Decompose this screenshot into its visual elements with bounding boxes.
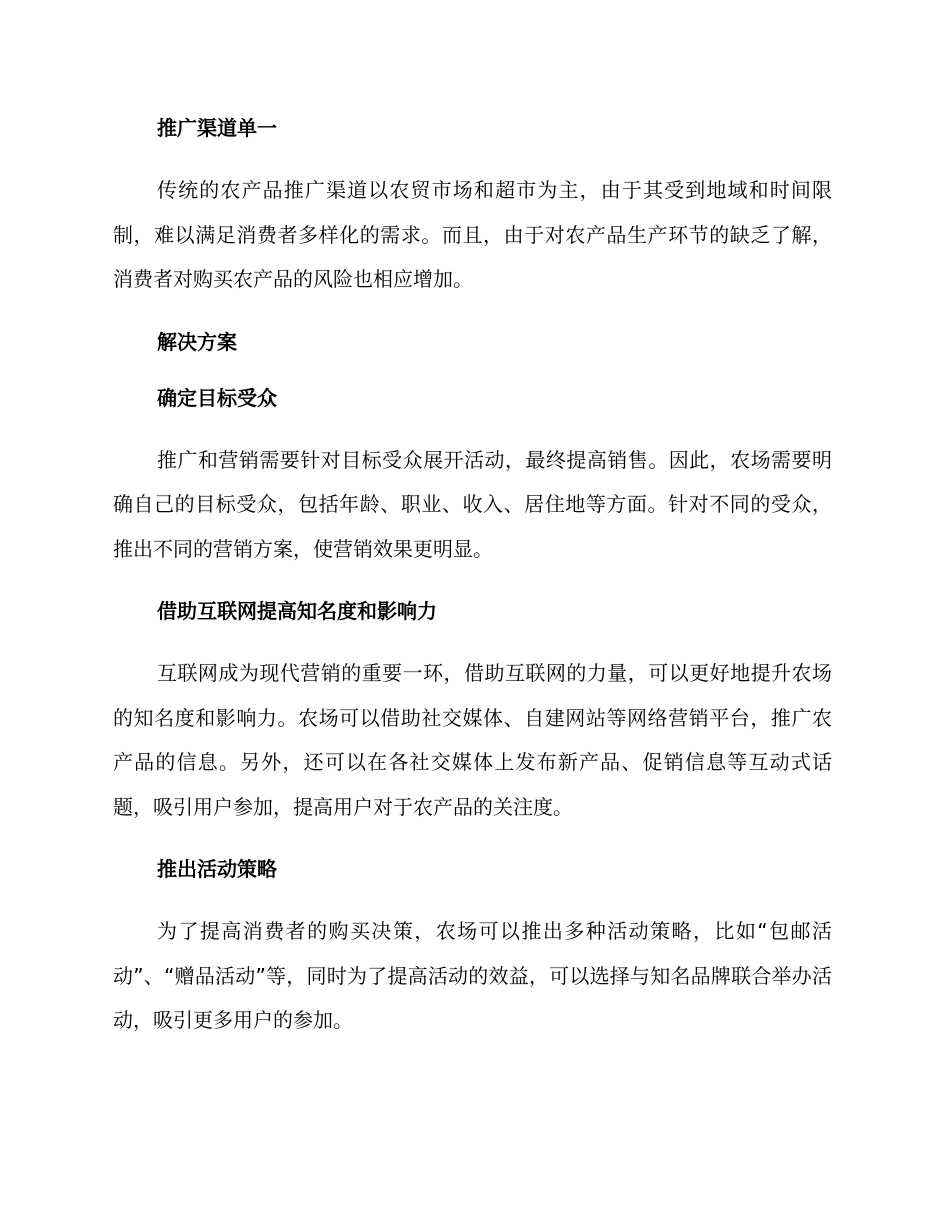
section-heading-solution: 解决方案 <box>157 329 237 354</box>
section-heading-internet: 借助互联网提高知名度和影响力 <box>157 599 437 623</box>
section-heading-channel: 推广渠道单一 <box>157 116 277 140</box>
section-paragraph-activity: 为了提高消费者的购买决策，农场可以推出多种活动策略，比如“包邮活动”、“赠品活动”等，同时为了提高活动的效益，可以选择与知名品牌联合举办活动，吸引更多用户的参加。 <box>113 919 832 1032</box>
section-paragraph-audience: 推广和营销需要针对目标受众展开活动，最终提高销售。因此，农场需要明确自己的目标受众，包括年龄、职业、收入、居住地等方面。针对不同的受众，推出不同的营销方案，使营销效果更明显。 <box>113 447 832 561</box>
section-heading-audience: 确定目标受众 <box>157 385 277 410</box>
section-heading-activity: 推出活动策略 <box>157 857 277 881</box>
section-paragraph-channel: 传统的农产品推广渠道以农贸市场和超市为主，由于其受到地域和时间限制，难以满足消费者多样化的需求。而且，由于对农产品生产环节的缺乏了解，消费者对购买农产品的风险也相应增加。 <box>113 178 832 291</box>
section-paragraph-internet: 互联网成为现代营销的重要一环，借助互联网的力量，可以更好地提升农场的知名度和影响力。农场可以借助社交媒体、自建网站等网络营销平台，推广农产品的信息。另外，还可以在各社交媒体上发布新产品、促销信息等互动式话题，吸引用户参加，提高用户对于农产品的关注度。 <box>113 661 832 819</box>
